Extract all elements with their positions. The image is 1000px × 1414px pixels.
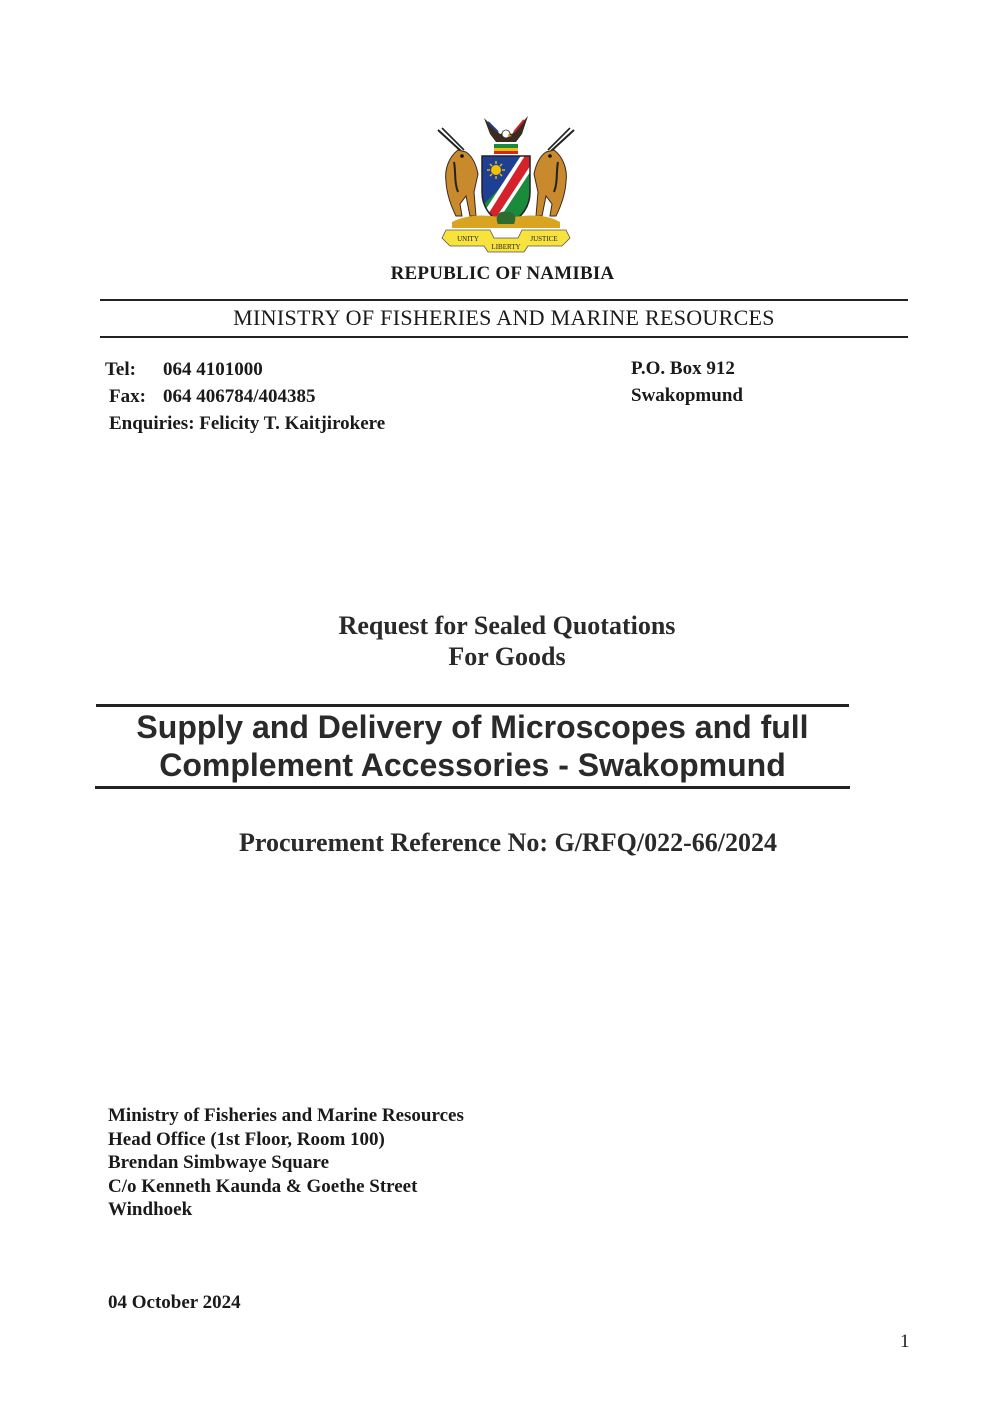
oryx-right-icon [534, 128, 574, 216]
tel-line [105, 356, 385, 383]
postal-town: Swakopmund [631, 385, 743, 406]
welwitschia-plant-icon [497, 212, 516, 224]
project-title-line2: Complement Accessories - Swakopmund [159, 747, 786, 783]
motto-unity: UNITY [457, 235, 479, 243]
enquiries-line: Enquiries: Felicity T. Kaitjirokere [109, 413, 386, 434]
page-number: 1 [900, 1331, 910, 1352]
tel-value: 064 4101000 [163, 359, 263, 380]
contact-block [105, 356, 385, 437]
project-title-line1: Supply and Delivery of Microscopes and full [136, 709, 809, 745]
fax-label: Fax: [109, 386, 146, 407]
address-line: Windhoek [108, 1199, 193, 1220]
header-divider-top [100, 299, 908, 301]
document-date: 04 October 2024 [108, 1292, 241, 1313]
title-divider-bottom [95, 786, 850, 789]
procurement-reference: Procurement Reference No: G/RFQ/022-66/2024 [239, 828, 777, 857]
fax-value: 064 406784/404385 [163, 386, 316, 407]
title-divider-top [96, 704, 849, 707]
postal-block [631, 355, 743, 409]
motto-justice: JUSTICE [530, 235, 558, 243]
motto-scroll [442, 230, 570, 252]
po-box: P.O. Box 912 [631, 358, 735, 379]
request-heading-line1: Request for Sealed Quotations [338, 611, 676, 640]
ministry-name: MINISTRY OF FISHERIES AND MARINE RESOURCES [233, 305, 775, 330]
header-divider-bottom [100, 336, 908, 338]
request-heading-line2: For Goods [448, 642, 566, 671]
country-name: REPUBLIC OF NAMIBIA [390, 263, 615, 284]
address-line: C/o Kenneth Kaunda & Goethe Street [108, 1175, 418, 1197]
request-heading [0, 610, 1000, 672]
coat-of-arms-emblem [432, 112, 580, 254]
address-line: Brendan Simbwaye Square [108, 1152, 330, 1173]
motto-liberty: LIBERTY [491, 243, 521, 251]
address-line: Ministry of Fisheries and Marine Resources [108, 1105, 464, 1126]
oryx-left-icon [438, 128, 478, 216]
address-block [108, 1104, 464, 1222]
tel-label: Tel: [105, 359, 136, 380]
address-line: Head Office (1st Floor, Room 100) [108, 1128, 385, 1150]
fax-line [105, 383, 385, 410]
eagle-icon [484, 116, 528, 154]
project-title [95, 708, 850, 784]
